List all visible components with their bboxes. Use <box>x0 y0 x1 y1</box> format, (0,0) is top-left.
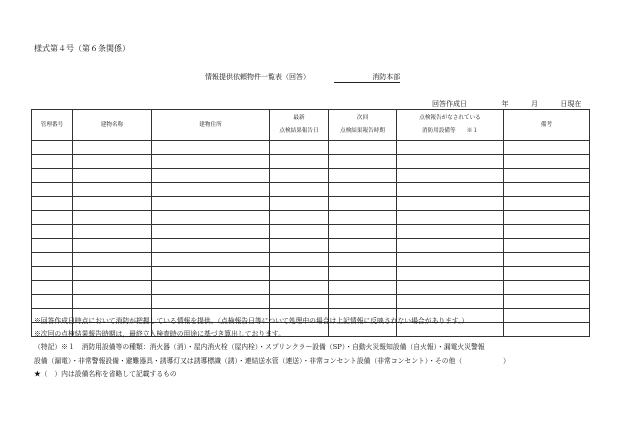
table-cell <box>504 211 590 225</box>
table-cell <box>73 169 152 183</box>
table-cell <box>329 281 397 295</box>
table-row <box>32 225 590 239</box>
table-cell <box>397 183 504 197</box>
table-cell <box>329 155 397 169</box>
table-row <box>32 253 590 267</box>
table-cell <box>73 197 152 211</box>
header-equipment-line1: 点検報告がなされている <box>419 115 481 121</box>
table-cell <box>270 155 329 169</box>
table-cell <box>504 141 590 155</box>
table-cell <box>397 197 504 211</box>
table-cell <box>152 281 270 295</box>
table-row <box>32 141 590 155</box>
table-cell <box>270 169 329 183</box>
note-line: ※回答作成日時点において消防が把握している情報を提供。（点検報告日等について処理中の場合は上記情報に反映されない場合があります。） <box>34 317 469 325</box>
table-cell <box>152 155 270 169</box>
table-cell <box>504 253 590 267</box>
table-cell <box>73 253 152 267</box>
note-line: ★（ ）内は設備名称を省略して記載するもの <box>34 369 177 378</box>
table-cell <box>504 225 590 239</box>
month-label: 月 <box>530 100 538 108</box>
table-cell <box>397 253 504 267</box>
table-cell <box>152 295 270 309</box>
table-cell <box>270 141 329 155</box>
table-cell <box>152 225 270 239</box>
table-cell <box>397 211 504 225</box>
table-cell <box>270 197 329 211</box>
table-row <box>32 295 590 309</box>
table-cell <box>270 211 329 225</box>
table-cell <box>270 239 329 253</box>
table-cell <box>329 267 397 281</box>
table-cell <box>397 169 504 183</box>
table-cell <box>397 295 504 309</box>
table-cell <box>73 267 152 281</box>
table-row <box>32 267 590 281</box>
table-cell <box>73 239 152 253</box>
table-cell <box>329 253 397 267</box>
table-cell <box>152 211 270 225</box>
header-next-report-period <box>329 110 397 141</box>
table-cell <box>270 253 329 267</box>
table-cell <box>32 225 73 239</box>
table-cell <box>73 211 152 225</box>
note-line: ※次回の点検結果報告時期は，最終立入検査時の用途に基づき算出しております。 <box>34 330 285 339</box>
table-cell <box>504 155 590 169</box>
table-cell <box>32 267 73 281</box>
table-row <box>32 155 590 169</box>
table-row <box>32 239 590 253</box>
table-cell <box>504 281 590 295</box>
table-cell <box>32 155 73 169</box>
note-line: （特記）※１ 消防用設備等の種類：消火器（消）・屋内消火栓（屋内栓）・スプリンクラー設備（SP）・自動火災報知設備（自火報）・漏電火災警報 <box>34 343 485 352</box>
table-cell <box>329 197 397 211</box>
table-row <box>32 197 590 211</box>
table-cell <box>397 267 504 281</box>
response-date-label: 回答作成日 <box>432 100 467 108</box>
header-building-name: 建物名称 <box>73 110 152 141</box>
table-cell <box>504 239 590 253</box>
header-latest-report-date <box>270 110 329 141</box>
table-cell <box>32 281 73 295</box>
document-title: 情報提供依頼物件一覧表（回答） <box>205 73 310 81</box>
header-next-line1: 次回 <box>356 115 369 121</box>
table-cell <box>329 141 397 155</box>
table-cell <box>504 309 590 323</box>
table-body <box>32 141 590 337</box>
table-cell <box>32 183 73 197</box>
header-next-line2: 点検結果報告時期 <box>340 128 385 134</box>
table-cell <box>504 183 590 197</box>
header-latest-line2: 点検結果報告日 <box>279 128 319 134</box>
table-row <box>32 183 590 197</box>
day-label: 日現在 <box>560 100 582 108</box>
table-cell <box>32 211 73 225</box>
table-cell <box>152 267 270 281</box>
table-cell <box>397 225 504 239</box>
table-cell <box>504 169 590 183</box>
table-row <box>32 211 590 225</box>
table-cell <box>73 155 152 169</box>
table-cell <box>329 169 397 183</box>
table-cell <box>73 295 152 309</box>
table-cell <box>504 295 590 309</box>
table-cell <box>270 225 329 239</box>
document-title-row <box>205 72 400 83</box>
table-cell <box>73 183 152 197</box>
table-cell <box>32 253 73 267</box>
table-cell <box>152 169 270 183</box>
table-cell <box>397 239 504 253</box>
table-header-row <box>32 110 590 141</box>
table-cell <box>73 281 152 295</box>
table-cell <box>397 155 504 169</box>
table-cell <box>270 183 329 197</box>
table-cell <box>397 281 504 295</box>
table-cell <box>504 267 590 281</box>
table-cell <box>73 225 152 239</box>
header-reported-equipment <box>397 110 504 141</box>
table-cell <box>152 239 270 253</box>
table-cell <box>152 183 270 197</box>
table-cell <box>73 141 152 155</box>
form-number: 様式第４号（第６条関係） <box>34 44 130 53</box>
table-cell <box>152 197 270 211</box>
notes-section <box>34 315 510 381</box>
table-cell <box>32 239 73 253</box>
table-cell <box>32 197 73 211</box>
header-remarks: 備考 <box>504 110 590 141</box>
table-cell <box>152 253 270 267</box>
year-label: 年 <box>501 100 509 108</box>
table-cell <box>32 141 73 155</box>
table-row <box>32 169 590 183</box>
table-cell <box>270 281 329 295</box>
table-cell <box>32 295 73 309</box>
table-cell <box>270 267 329 281</box>
table-cell <box>329 239 397 253</box>
note-line: 設備（漏電）・非常警報設備・避難器具・誘導灯又は誘導標識（誘）・連結送水管（連送）・非常コンセント設備（非常コンセント）・その他（ ） <box>34 356 510 365</box>
table-cell <box>270 295 329 309</box>
response-date-row <box>432 99 581 109</box>
header-address: 建物住所 <box>152 110 270 141</box>
header-mgmt-no: 管理番号 <box>32 110 73 141</box>
property-list-table <box>31 109 590 337</box>
table-cell <box>329 295 397 309</box>
table-cell <box>504 197 590 211</box>
table-cell <box>329 211 397 225</box>
department-name: 消防本部 <box>334 72 400 83</box>
table-cell <box>329 183 397 197</box>
header-equipment-line2: 消防用設備等 ※１ <box>422 128 478 134</box>
table-cell <box>329 225 397 239</box>
table-cell <box>32 169 73 183</box>
table-cell <box>504 323 590 337</box>
table-cell <box>152 141 270 155</box>
header-latest-line1: 最新 <box>293 115 305 121</box>
table-cell <box>397 141 504 155</box>
table-row <box>32 281 590 295</box>
